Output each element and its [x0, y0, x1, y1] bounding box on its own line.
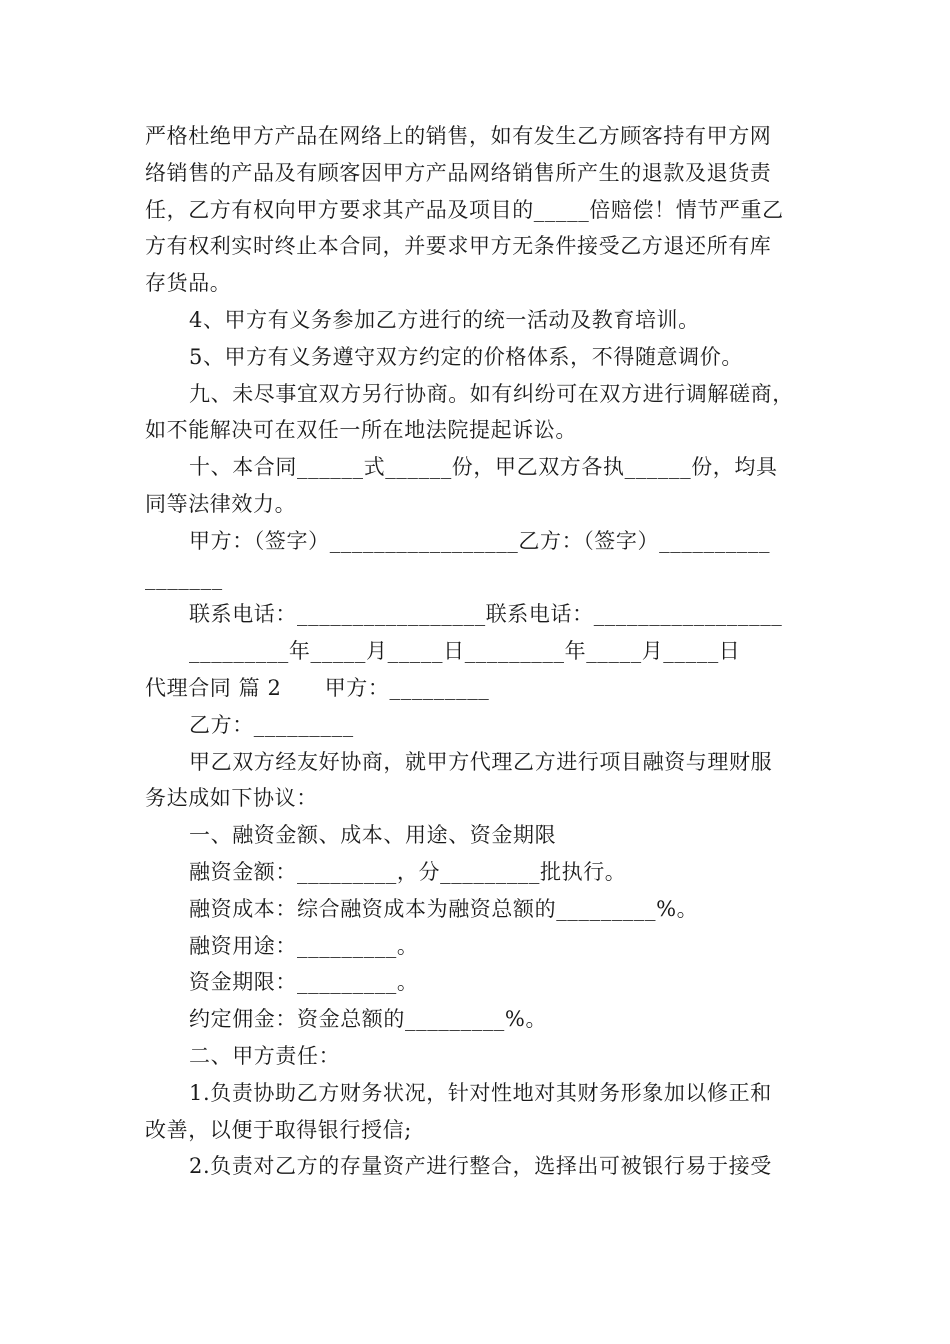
article-ten: 十、本合同______式______份，甲乙双方各执______份，均具	[189, 455, 778, 480]
paragraph-line: 甲乙双方经友好协商，就甲方代理乙方进行项目融资与理财服	[189, 749, 773, 774]
responsibility-item-2: 2.负责对乙方的存量资产进行整合，选择出可被银行易于接受	[189, 1154, 772, 1179]
responsibility-item-1: 1.负责协助乙方财务状况，针对性地对其财务形象加以修正和	[189, 1080, 772, 1105]
agreed-commission: 约定佣金：资金总额的_________%。	[189, 1007, 548, 1032]
signature-line-continued: _______	[145, 565, 223, 590]
paragraph-line: 同等法律效力。	[145, 491, 297, 516]
paragraph-line: 存货品。	[145, 271, 232, 296]
paragraph-line: 络销售的产品及有顾客因甲方产品网络销售所产生的退款及退货责	[145, 160, 772, 185]
party-b-line: 乙方：_________	[189, 712, 354, 737]
financing-purpose: 融资用途：_________。	[189, 933, 419, 958]
financing-cost: 融资成本：综合融资成本为融资总额的_________%。	[189, 896, 699, 921]
funding-period: 资金期限：_________。	[189, 970, 419, 995]
article-one-heading: 一、融资金额、成本、用途、资金期限	[189, 823, 557, 848]
paragraph-line: 严格杜绝甲方产品在网络上的销售，如有发生乙方顾客持有甲方网	[145, 124, 772, 148]
article-two-heading: 二、甲方责任：	[189, 1043, 341, 1068]
clause-item-5: 5、甲方有义务遵守双方约定的价格体系，不得随意调价。	[189, 344, 743, 369]
date-line: _________年_____月_____日_________年_____月_____日	[189, 639, 741, 664]
paragraph-line: 如不能解决可在双任一所在地法院提起诉讼。	[145, 418, 577, 443]
document-page	[145, 118, 813, 1185]
clause-item-4: 4、甲方有义务参加乙方进行的统一活动及教育培训。	[189, 307, 700, 332]
paragraph-line: 改善，以便于取得银行授信;	[145, 1117, 412, 1142]
paragraph-line: 务达成如下协议：	[145, 786, 318, 811]
signature-line: 甲方：（签字）_________________乙方：（签字）__________	[189, 528, 771, 553]
section-heading: 代理合同 篇 2 甲方：_________	[145, 675, 490, 700]
contact-phone-line: 联系电话：_________________联系电话：_________________	[189, 602, 783, 627]
financing-amount: 融资金额：_________，分_________批执行。	[189, 859, 627, 884]
paragraph-line: 任，乙方有权向甲方要求其产品及项目的_____倍赔偿！情节严重乙	[145, 197, 784, 222]
paragraph-line: 方有权利实时终止本合同，并要求甲方无条件接受乙方退还所有库	[145, 234, 772, 259]
article-nine: 九、未尽事宜双方另行协商。如有纠纷可在双方进行调解磋商，	[189, 381, 794, 406]
